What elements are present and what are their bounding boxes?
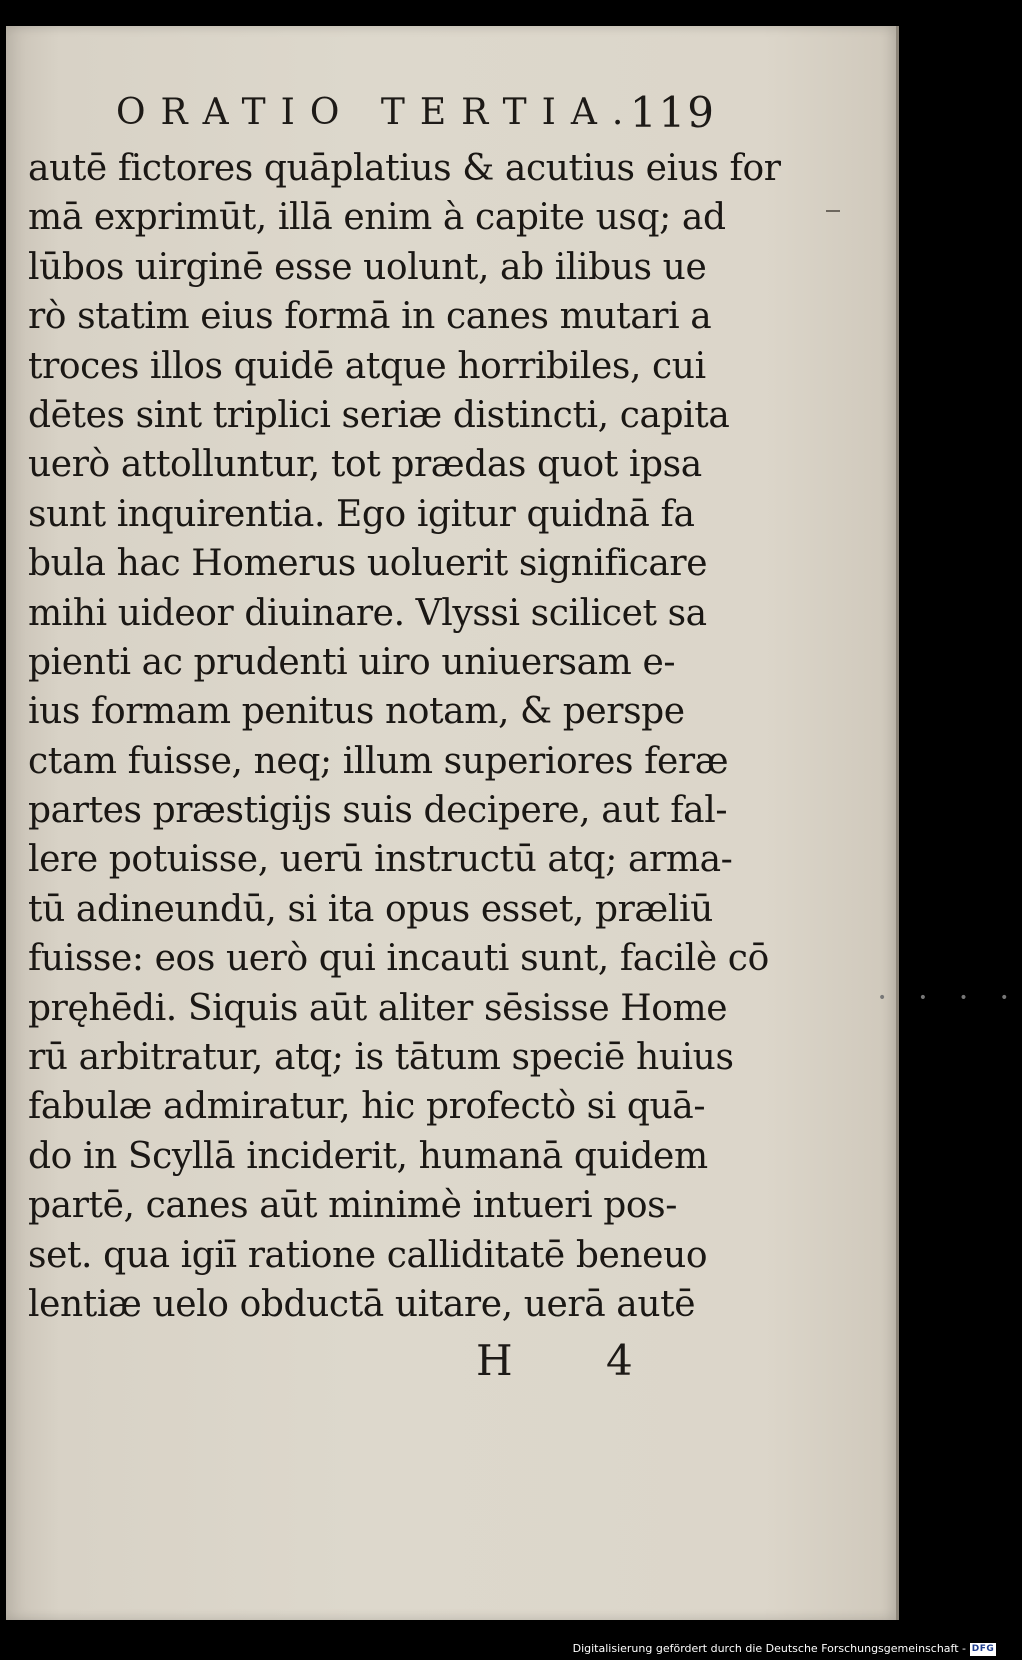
book-page [6, 26, 899, 1620]
text-line: pienti ac prudenti uiro uniuersam e- [28, 641, 676, 683]
text-line: autē fictores quāplatius & acutius eius for [28, 148, 781, 189]
text-line: ius formam penitus notam, & perspe [28, 691, 685, 733]
text-line: sunt inquirentia. Ego igitur quidnā fa [28, 493, 695, 535]
text-line: rū arbitratur, atq; is tātum speciē huius [28, 1037, 734, 1079]
text-line: mihi uideor diuinare. Vlyssi scilicet sa [28, 592, 707, 634]
margin-dots: • • • • [878, 990, 1022, 1006]
text-line: partē, canes aūt minimè intueri pos- [28, 1185, 677, 1227]
text-line: lentiæ uelo obductā uitare, uerā autē [28, 1283, 696, 1325]
text-line: lere potuisse, uerū instructū atq; arma- [28, 839, 733, 881]
running-head [116, 88, 716, 144]
text-line: fabulæ admiratur, hic profectò si quā- [28, 1086, 706, 1128]
text-line: rò statim eius formā in canes mutari a [28, 296, 712, 338]
body-text [28, 144, 781, 1329]
text-line: uerò attolluntur, tot prædas quot ipsa [28, 444, 702, 486]
text-line: pręhēdi. Siquis aūt aliter sēsisse Home [28, 987, 728, 1029]
digitization-footer [0, 1640, 1000, 1660]
text-line: troces illos quidē atque horribiles, cui [28, 345, 706, 387]
margin-mark [826, 210, 840, 212]
text-line: dētes sint triplici seriæ distincti, capita [28, 394, 730, 436]
running-title: ORATIO TERTIA. [116, 92, 639, 133]
page-number: 119 [629, 88, 716, 137]
text-line: tū adineundū, si ita opus esset, præliū [28, 888, 713, 930]
dfg-logo-icon: DFG [971, 1644, 995, 1654]
text-line: fuisse: eos uerò qui incauti sunt, facilè cō [28, 938, 769, 980]
text-line: partes præstigijs suis decipere, aut fal- [28, 790, 728, 832]
text-line: set. qua igiī ratione calliditatē beneuo [28, 1234, 708, 1276]
text-line: ctam fuisse, neq; illum superiores feræ [28, 740, 729, 782]
text-line: bula hac Homerus uoluerit significare [28, 543, 708, 585]
signature-mark: H 4 [476, 1336, 673, 1385]
footer-credit: Digitalisierung gefördert durch die Deutsche Forschungsgemeinschaft - [572, 1642, 966, 1655]
text-line: do in Scyllā inciderit, humanā quidem [28, 1135, 708, 1177]
text-line: lūbos uirginē esse uolunt, ab ilibus ue [28, 246, 707, 288]
text-line: mā exprimūt, illā enim à capite usq; ad [28, 197, 726, 239]
